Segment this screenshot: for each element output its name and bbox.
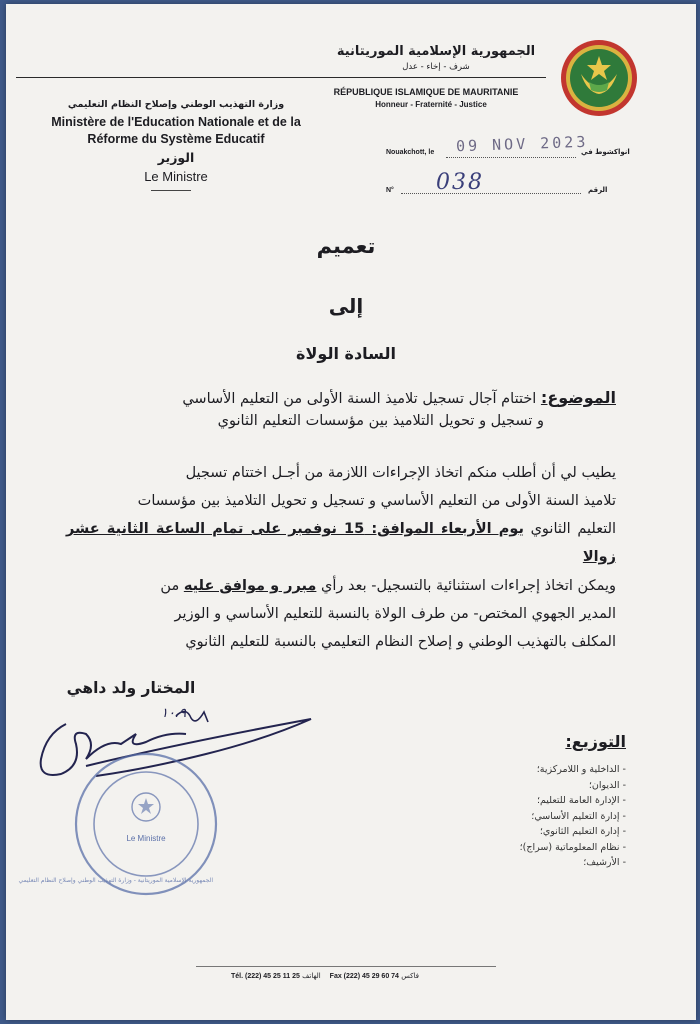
signature-date: ١٠.٩ — [161, 706, 187, 721]
distribution-item: - الداخلية و اللامركزية؛ — [536, 764, 626, 775]
paragraph-1-line1: يطيب لي أن أطلب منكم اتخاذ الإجراءات اللازمة من أجـل اختتام تسجيل — [185, 465, 616, 481]
date-label-fr: Nouakchott, le — [386, 149, 435, 156]
distribution-item: - الأرشيف؛ — [583, 857, 626, 868]
republic-name-ar: الجمهورية الإسلامية الموريتانية — [336, 44, 536, 59]
distribution-item: - الديوان؛ — [588, 779, 626, 791]
ministry-name-fr-line2: Réforme du Système Educatif — [87, 132, 265, 146]
footer-fax: Fax (222) 45 29 60 74 — [329, 973, 399, 980]
paragraph-2-emphasis: مبرر و موافق عليه — [183, 578, 317, 594]
distribution-item: - نظام المعلوماتية (سراج)؛ — [519, 841, 626, 853]
ministry-name-ar: وزارة التهذيب الوطني وإصلاح النظام التعليمي — [67, 99, 285, 110]
distribution-item: - إدارة التعليم الأساسي؛ — [531, 810, 626, 822]
seal-center-text: Le Ministre — [126, 834, 166, 843]
recipients-title: السادة الولاة — [296, 344, 396, 363]
paragraph-1-line2: تلاميذ السنة الأولى من التعليم الأساسي و تسجيل و تحويل التلاميذ بين مؤسسات — [137, 493, 616, 509]
number-label-fr: N° — [386, 187, 394, 194]
date-stamp: 09 NOV 2023 — [455, 132, 589, 156]
republic-name-fr: RÉPUBLIQUE ISLAMIQUE DE MAURITANIE — [333, 87, 519, 97]
paragraph-1 — [66, 459, 616, 571]
distribution-item: - الإدارة العامة للتعليم؛ — [536, 795, 626, 806]
paragraph-2 — [66, 572, 616, 656]
distribution-item: - إدارة التعليم الثانوي؛ — [539, 826, 626, 837]
paragraph-2-line2: المدير الجهوي المختص- من طرف الولاة بالنسبة للتعليم الأساسي و الوزير — [174, 606, 616, 622]
minister-title-ar: الوزير — [157, 150, 195, 165]
paragraph-2-line1-end: من — [160, 578, 180, 594]
paragraph-1-deadline: يوم الأربعاء الموافق: 15 نوفمبر على تمام الساعة الثانية عشر زوالا — [66, 521, 616, 565]
subject-line1: اختتام آجال تسجيل تلاميذ السنة الأولى من التعليم الأساسي — [182, 391, 537, 407]
subject-block — [66, 384, 616, 435]
number-dotline — [401, 174, 581, 194]
distribution-title: التوزيع: — [565, 732, 626, 751]
number-handwritten: 038 — [436, 170, 484, 195]
header-rule — [16, 77, 546, 78]
document-page — [6, 4, 696, 1020]
paragraph-2-line3: المكلف بالتهذيب الوطني و إصلاح النظام التعليمي بالنسبة للتعليم الثانوي — [185, 634, 616, 650]
footer-fax-ar: فاكس — [401, 972, 419, 980]
paragraph-1-line3-plain: التعليم الثانوي — [530, 521, 617, 537]
ministry-name-fr-line1: Ministère de l'Education Nationale et de la — [51, 115, 301, 129]
date-label-ar: انواكشوط في — [581, 148, 630, 156]
subject-label: الموضوع: — [540, 388, 616, 407]
motto-fr: Honneur - Fraternité - Justice — [375, 100, 487, 109]
minister-title-fr: Le Ministre — [144, 169, 208, 184]
subject-line2: و تسجيل و تحويل التلاميذ بين مؤسسات التعليم الثانوي — [217, 413, 544, 429]
footer-tel: Tél. (222) 45 25 11 25 — [231, 973, 300, 980]
signatory-name: المختار ولد داهي — [66, 679, 196, 697]
number-label-ar: الرقم — [588, 186, 608, 194]
footer-tel-ar: الهاتف — [302, 972, 321, 980]
official-seal — [18, 749, 221, 899]
seal-ring-text: الجمهورية الإسلامية الموريتانية - وزارة التهذيب الوطني وإصلاح النظام التعليمي — [18, 877, 213, 884]
paragraph-2-line1-plain: ويمكن اتخاذ إجراءات استثنائية بالتسجيل- بعد رأي — [321, 578, 616, 594]
distribution-list — [446, 762, 626, 871]
minister-rule — [151, 190, 191, 191]
footer-rule — [196, 966, 496, 967]
national-emblem — [559, 38, 639, 118]
motto-ar: شرف - إخاء - عدل — [402, 62, 470, 72]
circular-title: تعميم — [316, 234, 376, 258]
footer-contacts — [231, 972, 419, 980]
to-title: إلى — [328, 294, 364, 318]
